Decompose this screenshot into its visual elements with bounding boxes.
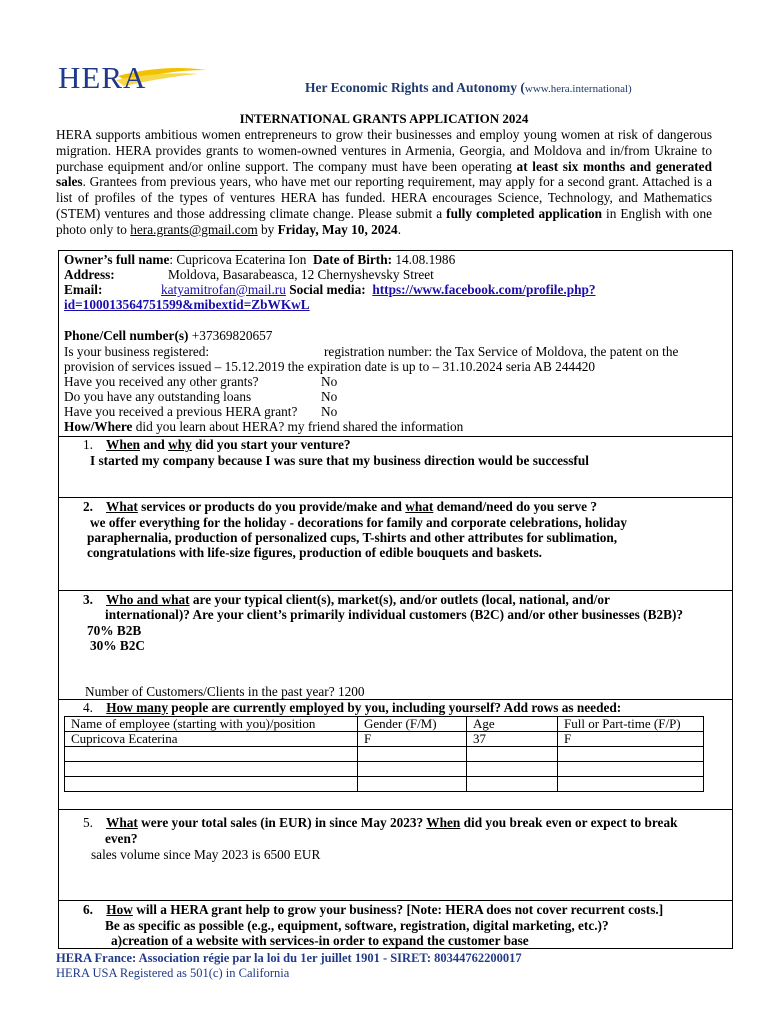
other-grants-label: Have you received any other grants?: [64, 374, 259, 389]
submission-email-link[interactable]: hera.grants@gmail.com: [130, 221, 258, 237]
registered-value: registration number: the Tax Service of Moldova, the patent on the: [324, 344, 679, 359]
answer-2-line-3: congratulations with life-size figures, production of edible bouquets and baskets.: [87, 545, 542, 560]
table-row: [65, 732, 704, 747]
question-6-cont: Be as specific as possible (e.g., equipment, software, registration, digital marketing, etc.)?: [105, 918, 609, 933]
logo-text: HERA: [58, 60, 147, 95]
footer-usa: HERA USA Registered as 501(c) in California: [56, 966, 290, 980]
table-cell[interactable]: [358, 747, 467, 762]
question-1: 1. When and why did you start your venture?: [83, 437, 351, 452]
question-2: 2. What services or products do you provide/make and what demand/need do you serve ?: [83, 499, 597, 514]
table-header: Gender (F/M): [358, 717, 467, 732]
question-5-cont: even?: [105, 831, 138, 846]
address-line: Address:: [64, 267, 115, 282]
other-grants-value: No: [321, 374, 338, 389]
table-cell[interactable]: [65, 777, 358, 792]
registered-label: Is your business registered:: [64, 344, 210, 359]
how-learned-line: How/Where did you learn about HERA? my friend shared the information: [64, 419, 464, 434]
table-cell[interactable]: Cupricova Ecaterina: [65, 732, 358, 747]
table-cell[interactable]: [358, 777, 467, 792]
hera-logo: [58, 60, 208, 96]
tagline: [305, 80, 632, 96]
table-cell[interactable]: [467, 762, 558, 777]
table-row: [65, 777, 704, 792]
table-cell[interactable]: [558, 762, 704, 777]
question-2-section: [58, 497, 733, 591]
answer-3-b2b: 70% B2B: [87, 623, 142, 638]
answer-2-line-1: we offer everything for the holiday - decorations for family and corporate celebrations, holiday: [90, 515, 627, 530]
loans-value: No: [321, 389, 338, 404]
question-6-section: [58, 900, 733, 949]
table-cell[interactable]: [358, 762, 467, 777]
table-cell[interactable]: [65, 747, 358, 762]
prev-grant-value: No: [321, 404, 338, 419]
table-header: Name of employee (starting with you)/position: [65, 717, 358, 732]
prev-grant-label: Have you received a previous HERA grant?: [64, 404, 298, 419]
table-cell[interactable]: F: [558, 732, 704, 747]
table-cell[interactable]: [558, 747, 704, 762]
social-media-link[interactable]: https://www.facebook.com/profile.php?: [372, 282, 596, 297]
owner-name-line: Owner’s full name: Cupricova Ecaterina Ion Date of Birth: 14.08.1986: [64, 252, 456, 267]
table-cell[interactable]: [558, 777, 704, 792]
answer-5: sales volume since May 2023 is 6500 EUR: [91, 847, 321, 862]
social-media-link-cont[interactable]: id=100013564751599&mibextid=ZbWKwL: [64, 297, 310, 312]
table-cell[interactable]: [467, 747, 558, 762]
table-header: Age: [467, 717, 558, 732]
page-title: INTERNATIONAL GRANTS APPLICATION 2024: [239, 111, 529, 126]
email-label: Email:: [64, 282, 103, 297]
registered-value-cont: provision of services issued – 15.12.2019 the expiration date is up to – 31.10.2024 seria AB 244420: [64, 359, 596, 374]
tagline-text: Her Economic Rights and Autonomy (: [305, 80, 525, 95]
customers-count: Number of Customers/Clients in the past year? 1200: [85, 684, 365, 699]
answer-1: I started my company because I was sure that my business direction would be successful: [90, 453, 589, 468]
question-5: 5. What were your total sales (in EUR) in since May 2023? When did you break even or expect to break: [83, 815, 678, 830]
table-header-row: [65, 717, 704, 732]
table-cell[interactable]: [65, 762, 358, 777]
question-1-section: [58, 436, 733, 498]
tagline-site-link[interactable]: www.hera.international): [524, 83, 632, 95]
owner-email-link[interactable]: katyamitrofan@mail.ru: [161, 282, 286, 297]
intro-paragraph: HERA supports ambitious women entrepreneurs to grow their businesses and employ young women at risk of dangerous migration. HERA provides grants to women-owned ventures in Armenia, Georgia, and Moldova and in/from Ukraine to purchase equipment and/or online support. The company must have been operating at least six months and generated sales. Grantees from previous years, who have met our reporting requirement, may apply for a second grant. Attached is a list of profiles of the types of ventures HERA has funded. HERA encourages Science, Technology, and Mathematics (STEM) ventures and those addressing climate change. Please submit a fully completed application in English with one photo only to hera.grants@gmail.com by Friday, May 10, 2024.: [56, 127, 712, 237]
question-3-section: [58, 590, 733, 700]
phone-line: Phone/Cell number(s) +37369820657: [64, 328, 273, 343]
question-6: 6. How will a HERA grant help to grow your business? [Note: HERA does not cover recurrent costs.]: [83, 902, 664, 917]
owner-info-section: [58, 250, 733, 437]
table-cell[interactable]: 37: [467, 732, 558, 747]
address-value: Moldova, Basarabeasca, 12 Chernyshevsky Street: [168, 267, 434, 282]
loans-label: Do you have any outstanding loans: [64, 389, 252, 404]
question-4: 4. How many people are currently employed by you, including yourself? Add rows as needed:: [83, 700, 622, 715]
question-5-section: [58, 809, 733, 901]
email-social-line: katyamitrofan@mail.ru Social media: https://www.facebook.com/profile.php?: [161, 282, 596, 297]
footer-france: HERA France: Association régie par la loi du 1er juillet 1901 - SIRET: 80344762200017: [56, 951, 522, 965]
answer-2-line-2: paraphernalia, production of personalized cups, T-shirts and other attributes for sublimation,: [87, 530, 618, 545]
question-3-cont: international)? Are your client’s primarily individual customers (B2C) and/or other businesses (B2B)?: [105, 607, 684, 622]
employees-table: [64, 716, 704, 792]
table-row: [65, 747, 704, 762]
answer-3-b2c: 30% B2C: [90, 638, 146, 653]
answer-6: a)creation of a website with services-in order to expand the customer base: [111, 933, 529, 948]
question-3: 3. Who and what are your typical client(s), market(s), and/or outlets (local, national, and/or: [83, 592, 610, 607]
table-header: Full or Part-time (F/P): [558, 717, 704, 732]
table-cell[interactable]: [467, 777, 558, 792]
table-row: [65, 762, 704, 777]
table-cell[interactable]: F: [358, 732, 467, 747]
